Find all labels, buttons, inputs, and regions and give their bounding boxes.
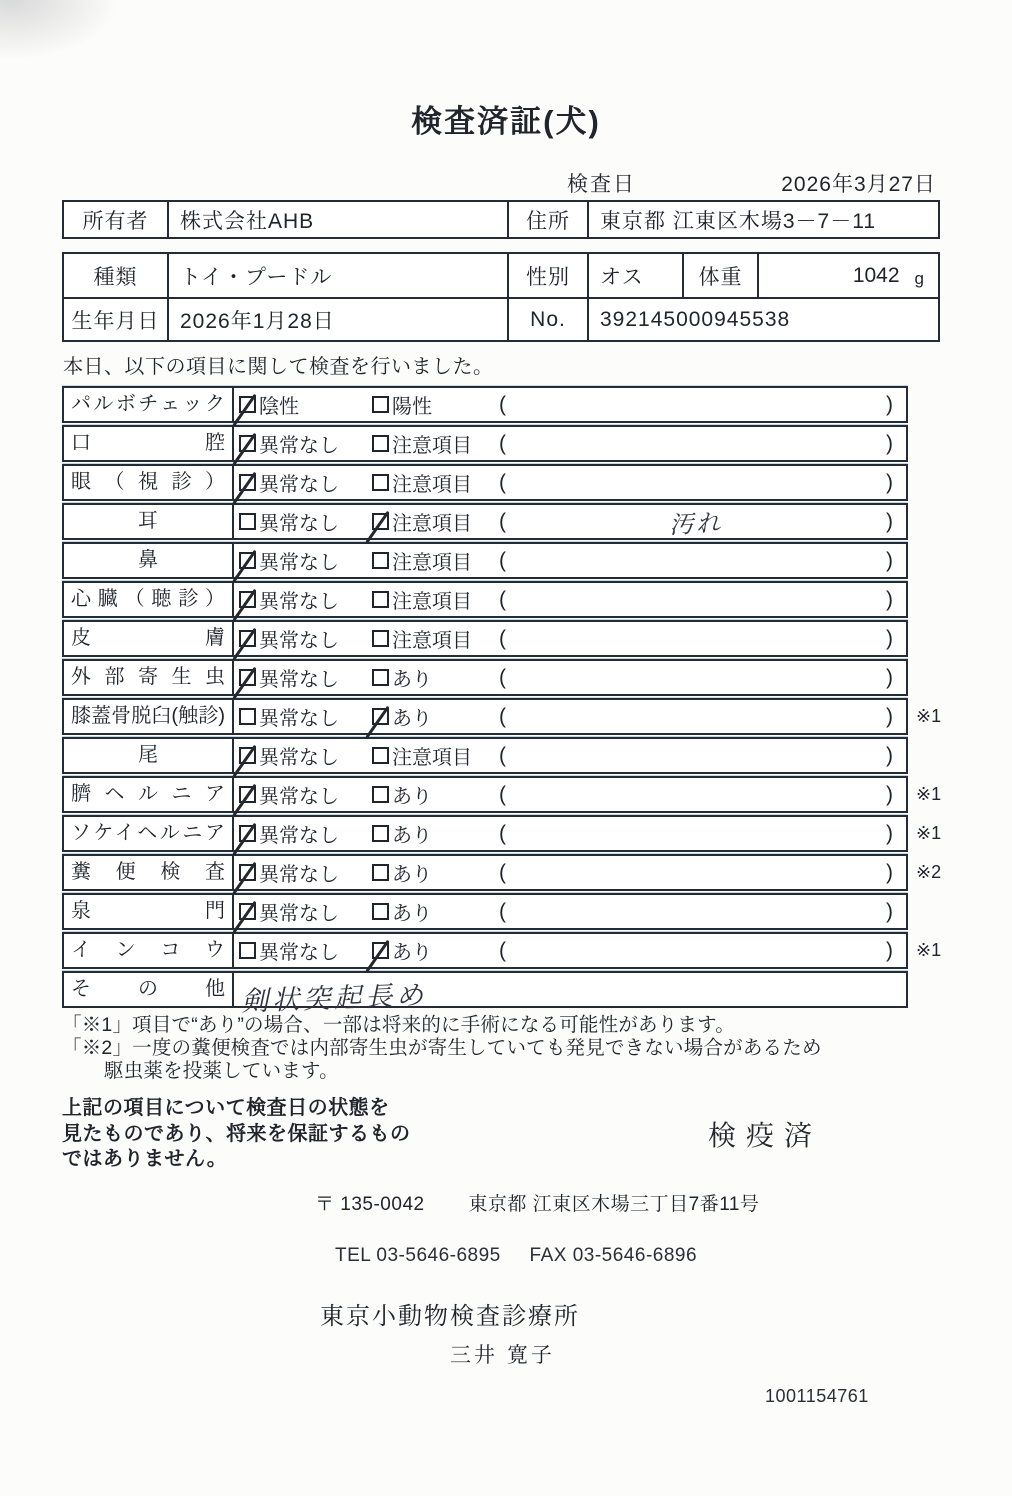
option2-label: 注意項目 [392,474,472,496]
checkbox-icon [372,786,389,803]
disclaimer-line-3: ではありません。 [62,1148,228,1170]
option2-label: あり [392,942,432,964]
paren-close: ) [886,587,893,611]
exam-row-content [234,895,906,928]
exam-row [62,776,1012,813]
scan-artifact [0,0,120,60]
exam-row-content [234,700,906,733]
paren-close: ) [886,899,893,923]
option2 [372,546,499,575]
paren-open: ( [499,626,506,650]
result-field [499,549,906,573]
exam-item-label: 心臓（聴診） [64,583,234,616]
option2-label: 注意項目 [392,552,472,574]
paren-close: ) [886,548,893,572]
examiner-name: 三井 寛子 [450,1343,555,1367]
exam-row-box [62,581,908,618]
exam-row-content [234,817,906,850]
checkbox-icon [372,474,389,491]
exam-item-label: 尾 [64,739,234,772]
birth-value: 2026年1月28日 [167,299,507,340]
exam-row-content [234,427,906,460]
clinic-address-line [315,1189,1012,1216]
checkbox-icon [372,942,389,959]
disclaimer-line-2: 見たものであり、将来を保証するもの [62,1122,411,1145]
paren-close: ) [886,821,893,845]
exam-row-content [234,973,906,1017]
option2 [372,390,499,419]
exam-row-content [234,544,906,577]
option1 [239,546,372,575]
paren-close: ) [886,509,893,533]
handwritten-note [506,824,885,844]
exam-row [62,893,1012,930]
fax-number: FAX 03-5646-6896 [529,1244,698,1266]
checkbox-icon [372,435,389,452]
option1 [239,468,372,497]
exam-row-box [62,971,908,1017]
exam-row-content [234,466,906,499]
option2 [372,663,499,692]
exam-item-label: 膝蓋骨脱臼(触診) [64,700,234,733]
option1 [239,585,372,614]
paren-open: ( [499,938,506,962]
exam-row-box [62,893,908,930]
option2-label: あり [392,669,432,691]
checkbox-icon [239,903,256,920]
option1-label: 異常なし [259,552,339,574]
sex-label: 性別 [507,254,587,297]
result-field [499,900,906,924]
result-field [499,666,906,690]
breed-value: トイ・プードル [167,254,507,297]
option1 [239,741,372,770]
paren-close: ) [886,626,893,650]
clinic-address: 東京都 江東区木場三丁目7番11号 [468,1193,760,1215]
birth-label: 生年月日 [71,309,160,333]
exam-row-content [234,388,906,421]
exam-item-label: 鼻 [64,544,234,577]
inspection-date-label: 検査日 [567,173,636,196]
exam-row-content [234,856,906,889]
exam-row-content [234,622,906,655]
exam-item-label: 耳 [64,505,234,538]
option2-label: あり [392,903,432,925]
paren-close: ) [886,704,893,728]
paren-close: ) [886,743,893,767]
remark-ref: ※1 [916,823,942,843]
exam-item-label: パルボチェック [64,388,234,421]
handwritten-note [506,746,885,766]
paren-close: ) [886,470,893,494]
exam-row-content [234,505,906,538]
exam-row-box [62,815,908,852]
breed-label: 種類 [93,265,138,289]
exam-row [62,971,1012,1017]
exam-row [62,698,1012,735]
exam-item-label: 臍ヘルニア [64,778,234,811]
option2 [372,624,499,653]
option2 [372,702,499,731]
checkbox-icon [372,864,389,881]
no-value: 392145000945538 [587,299,938,340]
checkbox-icon [239,630,256,647]
option1 [239,702,372,731]
handwritten-note [506,434,885,454]
info-row-breed [64,254,938,297]
weight-label: 体重 [682,254,757,297]
option1-label: 異常なし [259,630,339,652]
exam-row-content [234,739,906,772]
paren-open: ( [499,509,506,533]
exam-row-box [62,737,908,774]
disclaimer-text [62,1096,411,1173]
exam-item-label: 泉門 [64,895,234,928]
weight-cell [757,254,938,297]
exam-table [62,386,1012,1017]
option1-label: 異常なし [259,786,339,808]
handwritten-note [506,590,885,610]
result-field [499,705,906,729]
paren-close: ) [886,431,893,455]
paren-open: ( [499,431,506,455]
intro-text: 本日、以下の項目に関して検査を行いました。 [63,356,494,378]
exam-row [62,425,1012,462]
owner-table [62,200,940,239]
option2 [372,468,499,497]
handwritten-note [506,395,885,415]
result-field [499,432,906,456]
exam-row [62,659,1012,696]
exam-item-label: インコウ [64,934,234,967]
remark-ref: ※2 [916,862,942,882]
option1 [239,897,372,926]
checkbox-icon [239,864,256,881]
paren-open: ( [499,587,506,611]
option1-label: 異常なし [259,669,339,691]
option1-label: 陰性 [259,396,299,418]
disclaimer-line-1: 上記の項目について検査日の状態を [62,1097,390,1119]
handwritten-note [506,668,885,688]
exam-item-label: 眼（視診） [64,466,234,499]
exam-row-box [62,503,908,540]
paren-open: ( [499,860,506,884]
option1 [239,936,372,965]
option2-label: 注意項目 [392,630,472,652]
checkbox-icon [239,786,256,803]
sex-value: オス [587,254,682,297]
handwritten-note [506,707,885,727]
footnote-2: 「※2」一度の糞便検査では内部寄生虫が寄生していても発見できない場合があるため [62,1037,822,1059]
paren-open: ( [499,704,506,728]
checkbox-icon [239,552,256,569]
owner-value: 株式会社AHB [167,202,507,237]
checkbox-icon [239,396,256,413]
exam-row [62,503,1012,540]
option2-label: あり [392,825,432,847]
exam-item-label: その他 [64,973,234,1006]
result-field [239,970,906,1017]
remark-ref: ※1 [916,784,942,804]
option1 [239,624,372,653]
option2-label: あり [392,864,432,886]
handwritten-note [506,551,885,571]
handwritten-note [506,473,885,493]
paren-open: ( [499,392,506,416]
tel-fax-line [335,1245,1012,1267]
exam-item-label: 外部寄生虫 [64,661,234,694]
footnotes [62,1014,1012,1083]
paren-open: ( [499,782,506,806]
handwritten-note [506,629,885,649]
quarantine-stamp: 検疫済 [707,1120,822,1152]
clinic-name: 東京小動物検査診療所 [320,1302,580,1330]
paren-close: ) [886,782,893,806]
option1-label: 異常なし [259,942,339,964]
exam-row-box [62,776,908,813]
paren-open: ( [499,665,506,689]
checkbox-icon [372,903,389,920]
option1-label: 異常なし [259,708,339,730]
paren-close: ) [886,392,893,416]
checkbox-icon [239,474,256,491]
option2-label: 注意項目 [392,591,472,613]
exam-row [62,620,1012,657]
option2 [372,585,499,614]
option1-label: 異常なし [259,513,339,535]
remark-ref: ※1 [916,706,942,726]
result-field [499,393,906,417]
exam-item-label: 皮膚 [64,622,234,655]
inspection-date-row [62,168,940,194]
option1-label: 異常なし [259,474,339,496]
option1 [239,819,372,848]
checkbox-icon [239,825,256,842]
option2 [372,741,499,770]
option1 [239,390,372,419]
info-table [62,252,940,342]
paren-open: ( [499,821,506,845]
option2-label: 注意項目 [392,747,472,769]
option2 [372,507,499,536]
option1-label: 異常なし [259,825,339,847]
disclaimer-stamp-row [62,1096,940,1173]
option2 [372,858,499,887]
checkbox-icon [372,630,389,647]
result-field [499,588,906,612]
result-field [499,744,906,768]
exam-row [62,542,1012,579]
exam-row-content [234,661,906,694]
option2-label: 陽性 [392,396,432,418]
result-field [499,471,906,495]
handwritten-note [506,902,885,922]
no-label: No. [507,299,587,340]
option1 [239,429,372,458]
exam-item-label: 糞便検査 [64,856,234,889]
result-field [499,627,906,651]
info-row-birth [64,297,938,340]
document-title: 検査済証(犬) [411,104,601,139]
handwritten-note: 汚れ [668,509,724,540]
checkbox-icon [372,669,389,686]
option1 [239,780,372,809]
exam-item-label: 口腔 [64,427,234,460]
result-field [499,504,906,539]
exam-row [62,581,1012,618]
owner-label: 所有者 [82,209,149,233]
option1-label: 異常なし [259,591,339,613]
option2-label: 注意項目 [392,435,472,457]
exam-row-box [62,659,908,696]
option2 [372,819,499,848]
checkbox-icon [239,435,256,452]
checkbox-icon [372,396,389,413]
exam-row [62,815,1012,852]
paren-open: ( [499,548,506,572]
option2-label: 注意項目 [392,513,472,535]
handwritten-note [506,941,885,961]
checkbox-icon [372,513,389,530]
checkbox-icon [239,942,256,959]
paren-open: ( [499,899,506,923]
exam-row-box [62,386,908,423]
checkbox-icon [372,591,389,608]
postal-code: 〒 135-0042 [315,1193,425,1215]
exam-row-box [62,464,908,501]
exam-row [62,854,1012,891]
option1-label: 異常なし [259,435,339,457]
weight-value: 1042 [852,263,900,287]
option1-label: 異常なし [259,747,339,769]
exam-item-label: ソケイヘルニア [64,817,234,850]
result-field [499,783,906,807]
option2-label: あり [392,786,432,808]
option2 [372,936,499,965]
inspection-date-value: 2026年3月27日 [781,173,936,196]
exam-row-box [62,425,908,462]
checkbox-icon [372,825,389,842]
exam-row-box [62,698,908,735]
address-value: 東京都 江東区木場3－7－11 [587,202,938,237]
paren-close: ) [886,938,893,962]
handwritten-note [506,863,885,883]
option1-label: 異常なし [259,864,339,886]
exam-row [62,386,1012,423]
footnote-1: 「※1」項目で“あり”の場合、一部は将来的に手術になる可能性があります。 [62,1014,735,1036]
checkbox-icon [239,591,256,608]
exam-row [62,737,1012,774]
checkbox-icon [372,552,389,569]
option1 [239,858,372,887]
result-field [499,861,906,885]
tel-number: TEL 03-5646-6895 [335,1244,501,1266]
checkbox-icon [372,708,389,725]
option2 [372,429,499,458]
paren-open: ( [499,743,506,767]
footnote-3: 駆虫薬を投薬しています。 [104,1060,339,1082]
option1-label: 異常なし [259,903,339,925]
exam-row-box [62,542,908,579]
result-field [499,822,906,846]
checkbox-icon [239,708,256,725]
checkbox-icon [239,669,256,686]
handwritten-note [506,785,885,805]
option2-label: あり [392,708,432,730]
option2 [372,897,499,926]
exam-row-content [234,583,906,616]
serial-number: 1001154761 [765,1385,869,1406]
weight-unit: g [914,268,924,288]
paren-open: ( [499,470,506,494]
checkbox-icon [372,747,389,764]
exam-row-box [62,854,908,891]
remark-ref: ※1 [916,940,942,960]
checkbox-icon [239,747,256,764]
handwritten-note: 剣状突起長め [240,980,428,1017]
paren-close: ) [886,860,893,884]
paren-close: ) [886,665,893,689]
option2 [372,780,499,809]
checkbox-icon [239,513,256,530]
option1 [239,507,372,536]
option1 [239,663,372,692]
exam-row-box [62,620,908,657]
exam-row-content [234,778,906,811]
address-label: 住所 [507,202,587,237]
